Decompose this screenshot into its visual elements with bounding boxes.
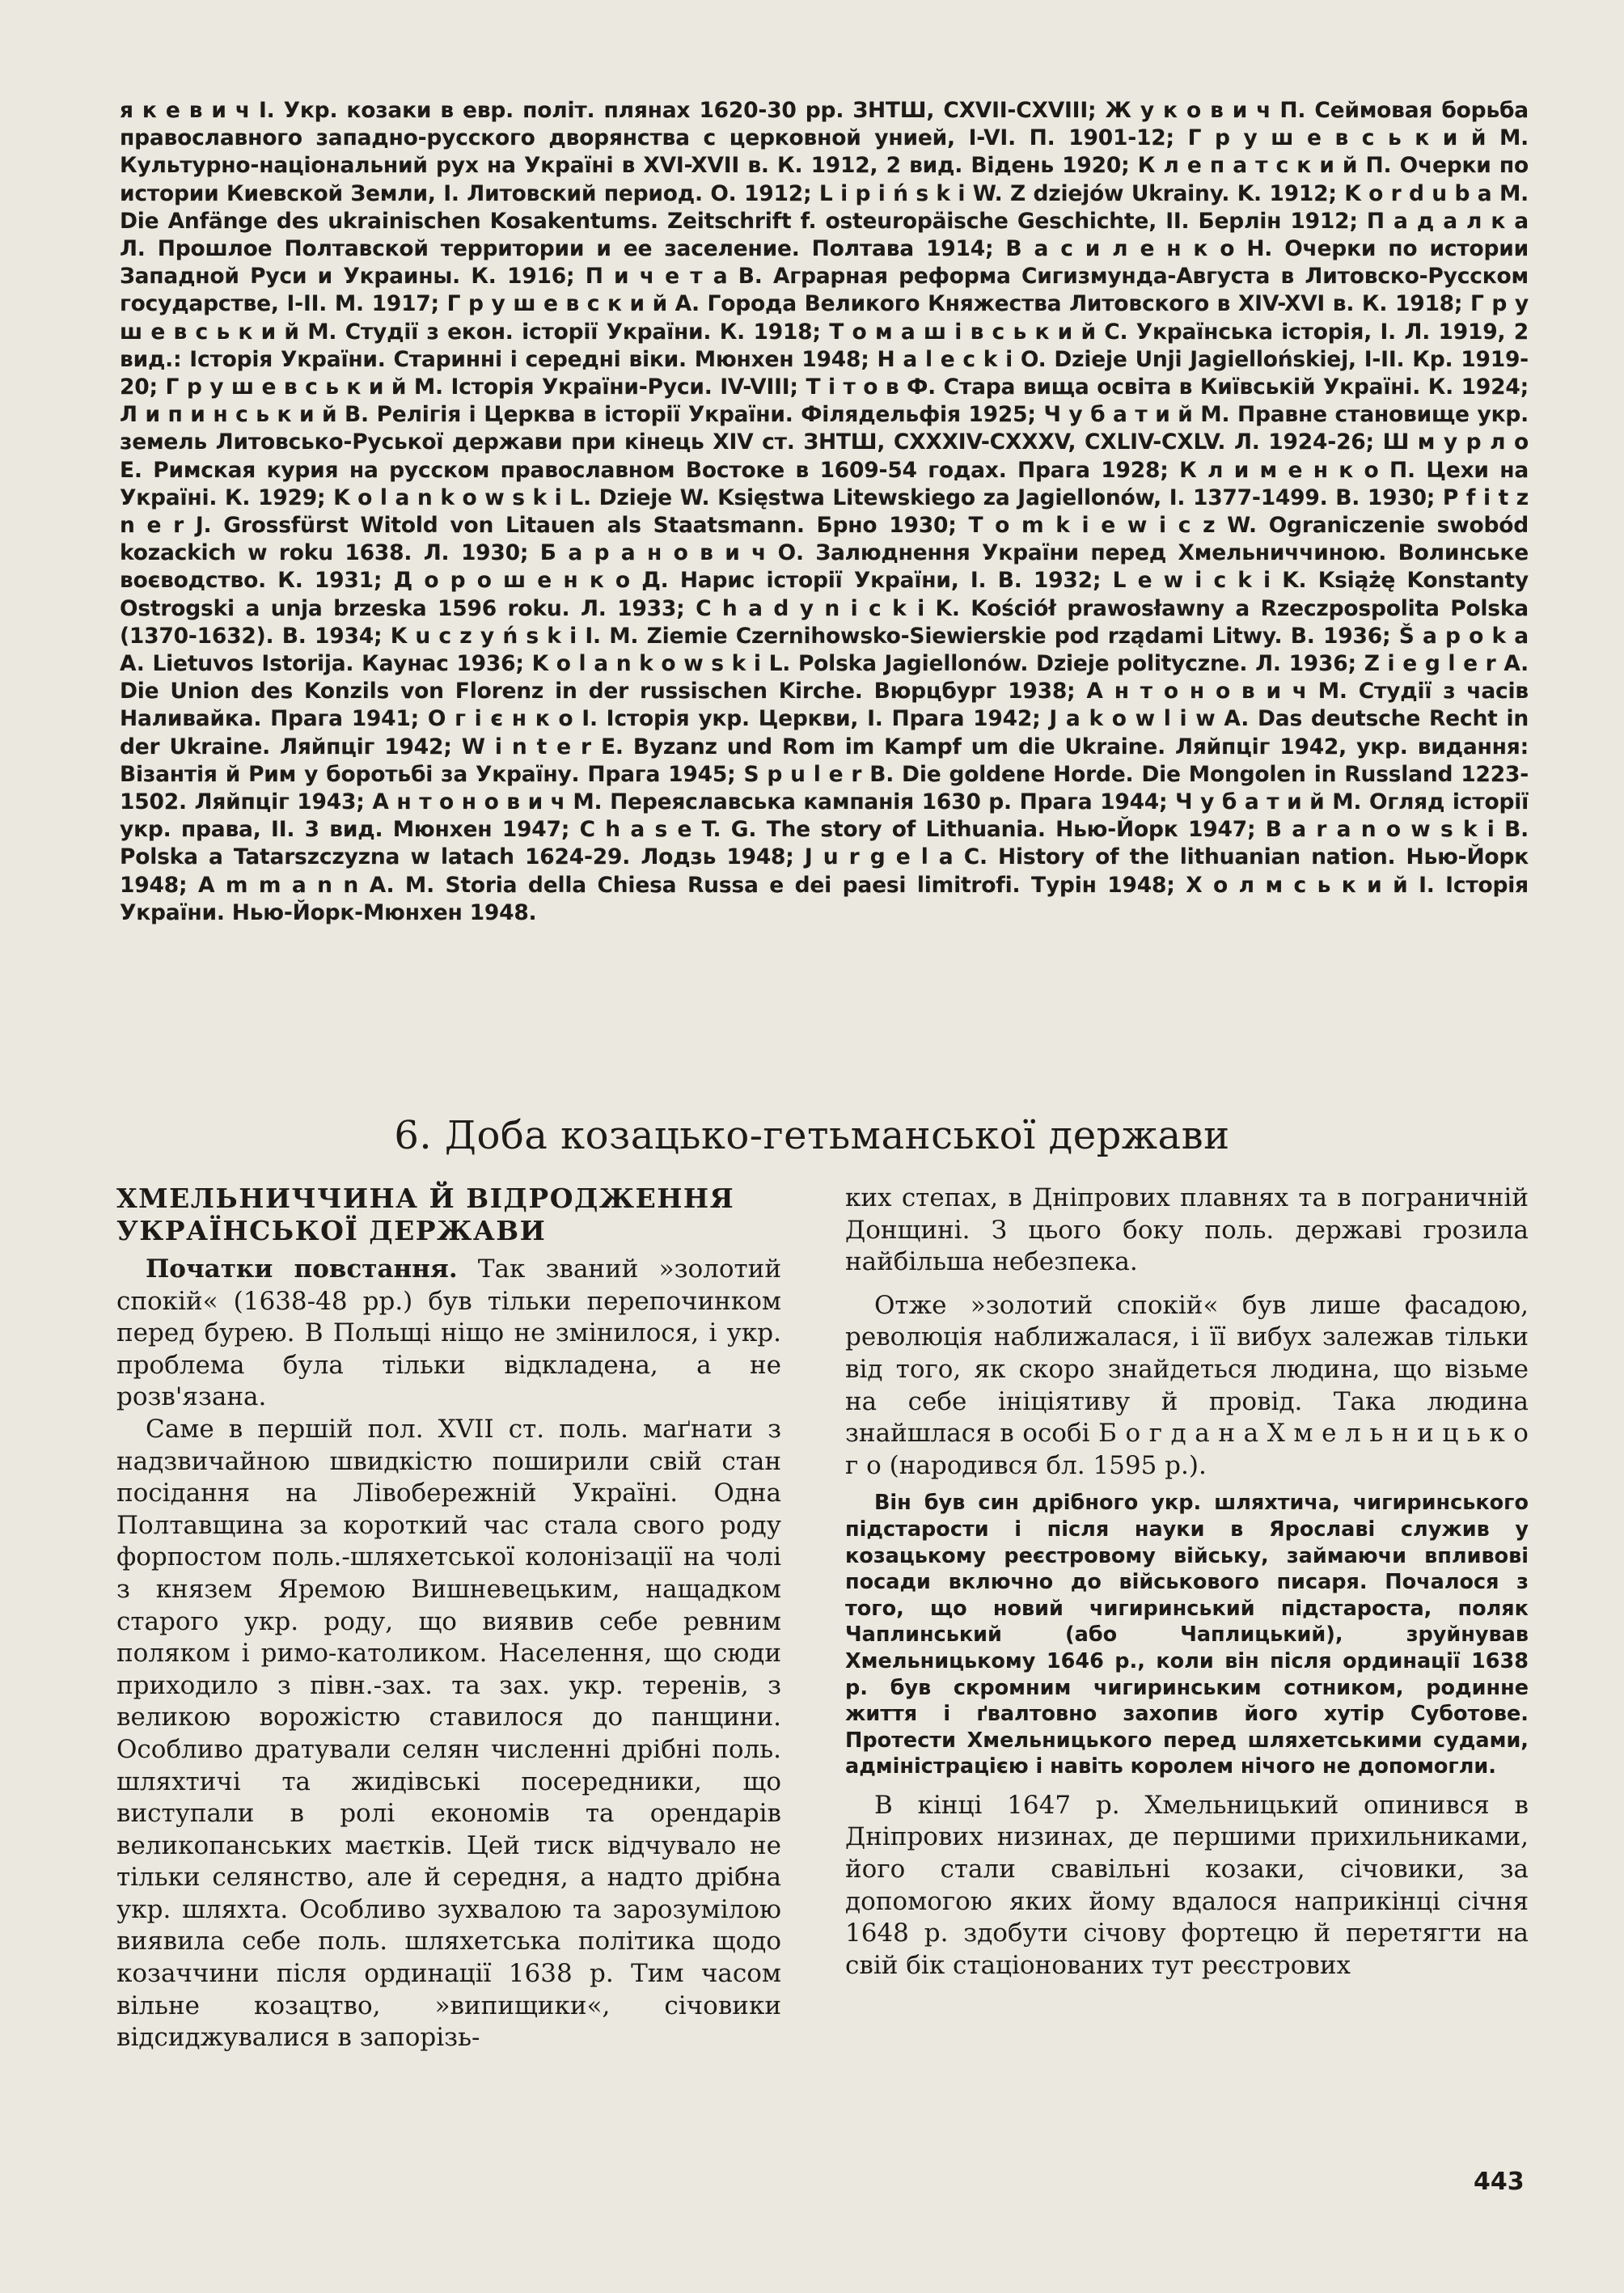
- paragraph-text: Так званий »золотий спокій« (1638-48 рр.) був тільки перепочинком перед бурею. В Польщі ніщо не змінилося, і укр. проблема була тільки відкладена, а не розв'язана.: [116, 1254, 781, 1412]
- paragraph: В кінці 1647 р. Хмельницький опинився в Дніпрових низинах, де першими прихильниками, його стали свавільні козаки, січовики, за допомогою яких йому вдалося наприкінці січня 1648 р. здобути січову фортецю й перетягти на свій бік стаціонованих тут реєстрових: [845, 1790, 1529, 1980]
- paragraph: ких степах, в Дніпрових плавнях та в пограничній Донщині. З цього боку поль. державі грозила найбільша небезпека.: [845, 1183, 1529, 1277]
- paragraph: [116, 1254, 781, 1414]
- paragraph-text: (народився бл. 1595 р.).: [881, 1450, 1207, 1480]
- paragraph: [845, 1290, 1529, 1483]
- paragraph: Саме в першій пол. XVII ст. поль. маґнати з надзвичайною швидкістю поширили свій стан посідання на Лівобережній Україні. Одна Полтавщина за короткий час стала свого роду форпостом поль.-шляхетської колонізації на чолі з князем Яремою Вишневецьким, нащадком старого укр. роду, що виявив себе ревним поляком і римо-католиком. Населення, що сюди приходило з півн.-зах. та зах. укр. теренів, з великою ворожістю ставилося до панщини. Особливо дратували селян численні дрібні поль. шляхтичі та жидівські посередники, що виступали в ролі економів та орендарів великопанських маєтків. Цей тиск відчувало не тільки селянство, але й середня, а надто дрібна укр. шляхта. Особливо зухвалою та зарозумілою виявила себе поль. шляхетська політика щодо козаччини після ординації 1638 р. Тим часом вільне козацтво, »випищики«, січовики відсиджувалися в запорізь-: [116, 1414, 781, 2053]
- bibliography-block: я к е в и ч І. Укр. козаки в евр. політ. плянах 1620-30 рр. ЗНТШ, CXVII-CXVIII; Ж у к о в и ч П. Сеймовая борьба православного западно-русского дворянства с церковной унией, I-VI. П. 1901-12; Г р у ш е в с ь к и й М. Культурно-національний рух на Україні в XVI-XVII в. К. 1912, 2 вид. Відень 1920; К л е п а т с к и й П. Очерки по истории Киевской Земли, I. Литовский период. О. 1912; L i p i ń s k i W. Z dziejów Ukrainy. K. 1912; K o r d u b a M. Die Anfänge des ukrainischen Kosakentums. Zeitschrift f. osteuropäische Geschichte, II. Берлін 1912; П а д а л к а Л. Прошлое Полтавской территории и ее заселение. Полтава 1914; В а с и л е н к о Н. Очерки по истории Западной Руси и Украины. К. 1916; П и ч е т а В. Аграрная реформа Сигизмунда-Августа в Литовско-Русском государстве, I-II. М. 1917; Г р у ш е в с к и й А. Города Великого Княжества Литовского в XIV-XVI в. К. 1918; Г р у ш е в с ь к и й М. Студії з екон. історії України. К. 1918; Т о м а ш і в с ь к и й С. Українська історія, І. Л. 1919, 2 вид.: Історія України. Старинні і середні віки. Мюнхен 1948; H a l e c k i O. Dzieje Unji Jagiellońskiej, I-II. Кр. 1919-20; Г р у ш е в с ь к и й М. Історія України-Руси. IV-VIII; Т і т о в Ф. Стара вища освіта в Київській Україні. К. 1924; Л и п и н с ь к и й В. Релігія і Церква в історії України. Філядельфія 1925; Ч у б а т и й М. Правне становище укр. земель Литовсько-Руської держави при кінець XIV ст. ЗНТШ, CXXXIV-CXXXV, CXLIV-CXLV. Л. 1924-26; Ш м у р л о Е. Римская курия на русском православном Востоке в 1609-54 годах. Прага 1928; К л и м е н к о П. Цехи на Україні. К. 1929; K o l a n k o w s k i L. Dzieje W. Księstwa Litewskiego za Jagiellonów, I. 1377-1499. В. 1930; P f i t z n e r J. Grossfürst Witold von Litauen als Staatsmann. Брно 1930; T o m k i e w i c z W. Ograniczenie swobód kozackich w roku 1638. Л. 1930; Б а р а н о в и ч О. Залюднення України перед Хмельниччиною. Волинське воєводство. К. 1931; Д о р о ш е н к о Д. Нарис історії України, I. В. 1932; L e w i c k i K. Książę Konstanty Ostrogski a unja brzeska 1596 roku. Л. 1933; C h a d y n i c k i K. Kościół prawosławny a Rzeczpospolita Polska (1370-1632). В. 1934; K u c z y ń s k i I. M. Ziemie Czernihowsko-Siewierskie pod rządami Litwy. В. 1936; Š a p o k a A. Lietuvos Istorija. Каунас 1936; K o l a n k o w s k i L. Polska Jagiellonów. Dzieje polityczne. Л. 1936; Z i e g l e r A. Die Union des Konzils von Florenz in der russischen Kirche. Вюрцбург 1938; А н т о н о в и ч М. Студії з часів Наливайка. Прага 1941; О г і є н к о І. Історія укр. Церкви, І. Прага 1942; J a k o w l i w A. Das deutsche Recht in der Ukraine. Ляйпціг 1942; W i n t e r E. Byzanz und Rom im Kampf um die Ukraine. Ляйпціг 1942, укр. видання: Візантія й Рим у боротьбі за Україну. Прага 1945; S p u l e r B. Die goldene Horde. Die Mongolen in Russland 1223-1502. Ляйпціг 1943; А н т о н о в и ч М. Переяславська кампанія 1630 р. Прага 1944; Ч у б а т и й М. Огляд історії укр. права, II. 3 вид. Мюнхен 1947; C h a s e T. G. The story of Lithuania. Нью-Йорк 1947; B a r a n o w s k i B. Polska a Tatarszczyzna w latach 1624-29. Лодзь 1948; J u r g e l a C. History of the lithuanian nation. Нью-Йорк 1948; A m m a n n A. M. Storia della Chiesa Russa e dei paesi limitrofi. Турін 1948; Х о л м с ь к и й І. Історія України. Нью-Йорк-Мюнхен 1948.: [120, 98, 1529, 925]
- paragraph-text: Отже »золотий спокій« був лише фасадою, революція наближалася, і її вибух залежав тільки від того, як скоро знайдеться людина, що візьме на себе ініціятиву й провід. Така людина знайшлася в особі: [845, 1290, 1529, 1449]
- person-name: Б о г д а н а Х м е л ь н и ц ь к о г о: [845, 1419, 1529, 1480]
- right-column: [845, 1182, 1529, 1982]
- run-in-heading: Початки повстання.: [146, 1254, 458, 1284]
- small-print-paragraph: Він був син дрібного укр. шляхтича, чигиринського підстарости і після науки в Ярославі служив у козацькому реєстровому війську, займаючи впливові посади включно до військового писаря. Почалося з того, що новий чигиринський підстароста, поляк Чаплинський (або Чаплицький), зруйнував Хмельницькому 1646 р., коли він після ординації 1638 р. був скромним чигиринським сотником, родинне життя і ґвалтовно захопив його хутір Суботове. Протести Хмельницького перед шляхетськими судами, адміністрацією і навіть королем нічого не допомогли.: [845, 1491, 1529, 1779]
- page-number: 443: [1474, 2168, 1525, 2196]
- chapter-title: 6. Доба козацько-гетьманської держави: [394, 1113, 1230, 1158]
- left-column: [116, 1182, 781, 2054]
- section-title: ХМЕЛЬНИЧЧИНА Й ВІДРОДЖЕННЯ УКРАЇНСЬКОЇ ДЕРЖАВИ: [116, 1182, 735, 1246]
